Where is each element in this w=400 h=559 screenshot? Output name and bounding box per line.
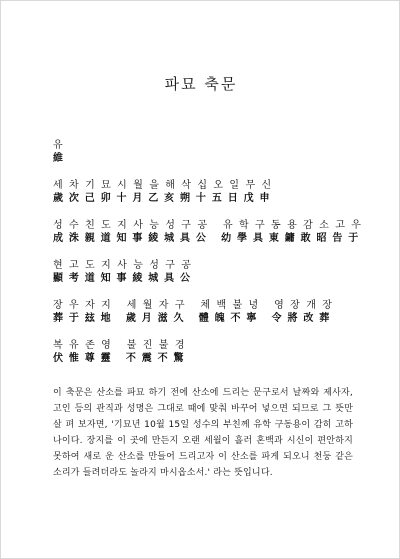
prayer-line-group — [53, 179, 383, 219]
prayer-hanja-line: 伏 惟 尊 靈 不 震 不 驚 — [53, 353, 185, 364]
prayer-hanja-line: 歲 次 己 卯 十 月 乙 亥 朔 十 五 日 戊 申 — [53, 193, 271, 204]
prayer-hanja-line: 顯 考 道 知 事 綾 城 具 公 — [53, 273, 192, 284]
explanation-paragraph: 이 축문은 산소를 파묘 하기 전에 산소에 드리는 문구로서 날짜와 제사자, 고인 등의 관직과 성명은 그대로 때에 맞춰 바꾸어 넣으면 되므로 그 뜻만 살 펴 보자면, '기묘년 10월 15일 성수의 부친께 유학 구동용이 감히 고하나이다. 장지를 이 곳에 만든지 오랜 세월이 흘러 혼백과 시신이 편안하지 못하여 새로 운 산소를 만들어 드리고자 이 산소를 파게 되오니 천둥 같은 소리가 들려더라도 놀라지 마시옵소서.' 라는 뜻입니다. — [53, 388, 353, 478]
prayer-line-group — [53, 339, 383, 379]
prayer-line-group — [53, 139, 383, 179]
prayer-reading-line: 복 유 존 영 불 진 불 경 — [53, 340, 187, 351]
prayer-line-group — [53, 219, 383, 259]
prayer-reading-line: 성 수 친 도 지 사 능 성 구 공 유 학 구 동 용 감 소 고 우 — [53, 220, 363, 231]
prayer-line-group — [53, 299, 383, 339]
prayer-hanja-line: 維 — [53, 153, 65, 164]
prayer-reading-line: 유 — [53, 140, 65, 151]
prayer-hanja-line: 成 洙 親 道 知 事 綾 城 具 公 幼 學 具 東 鏞 敢 昭 告 于 — [53, 233, 360, 244]
prayer-hanja-line: 葬 于 玆 地 歲 月 滋 久 體 魄 不 寧 令 將 改 葬 — [53, 313, 331, 324]
document-title: 파묘 축문 — [164, 75, 238, 93]
prayer-reading-line: 장 우 자 지 세 월 자 구 체 백 불 녕 영 장 개 장 — [53, 300, 334, 311]
prayer-text — [53, 139, 383, 379]
prayer-line-group — [53, 259, 383, 299]
prayer-reading-line: 현 고 도 지 사 능 성 구 공 — [53, 260, 193, 271]
prayer-reading-line: 세 차 기 묘 시 월 을 해 삭 십 오 일 무 신 — [53, 180, 273, 191]
